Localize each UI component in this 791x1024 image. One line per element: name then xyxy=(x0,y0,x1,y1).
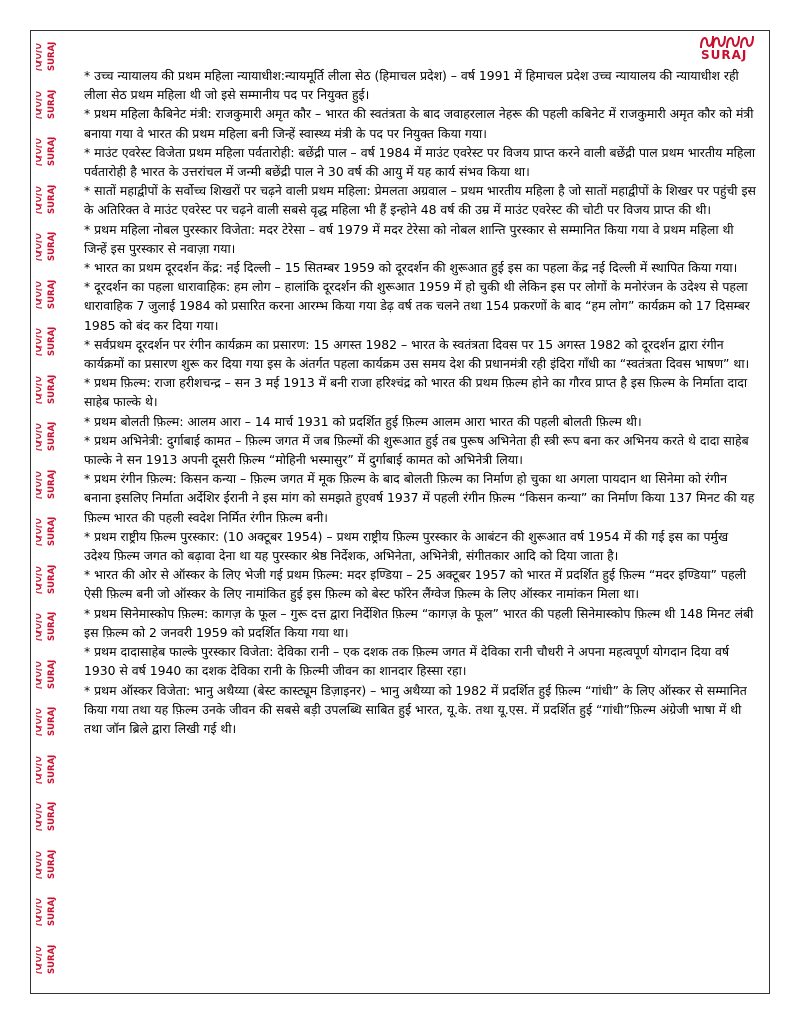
sidebar-suraj-logo xyxy=(36,226,62,264)
sidebar-suraj-logo xyxy=(36,559,62,597)
sidebar-suraj-logo xyxy=(36,654,62,692)
fact-paragraph: * प्रथम सिनेमास्कोप फ़िल्म: कागज़ के फूल – गुरू दत्त द्वारा निर्देशित फ़िल्म “कागज़ के फूल” भारत की पहली सिनेमास्कोप फ़िल्म थी 148 मिनट लंबी इस फ़िल्म को 2 जनवरी 1959 को प्रदर्शित किया गया था। xyxy=(84,605,754,640)
svg-text:SURAJ: SURAJ xyxy=(47,706,57,736)
svg-text:SURAJ: SURAJ xyxy=(47,41,57,71)
svg-text:SURAJ: SURAJ xyxy=(47,801,57,831)
svg-text:SURAJ: SURAJ xyxy=(47,849,57,879)
fact-paragraph: * भारत का प्रथम दूरदर्शन केंद्र: नई दिल्ली – 15 सितम्बर 1959 को दूरदर्शन की शुरूआत हुई इस का पहला केंद्र नई दिल्ली में स्थापित किया गया। xyxy=(84,260,738,276)
fact-paragraph: * प्रथम बोलती फ़िल्म: आलम आरा – 14 मार्च 1931 को प्रदर्शित हुई फ़िल्म आलम आरा भारत की पहली बोलती फ़िल्म थी। xyxy=(84,413,642,429)
fact-paragraph: * दूरदर्शन का पहला धारावाहिक: हम लोग – हालांकि दूरदर्शन की शुरूआत 1959 में हो चुकी थी लेकिन इस पर लोगों के मनोरंजन के उदेश्य से पहला धारावाहिक 7 जुलाई 1984 को प्रसारित करना आरम्भ किया गया डेढ़ वर्ष तक चलने तथा 154 प्रकरणों के बाद “हम लोग” कार्यक्रम को 17 दिसम्बर 1985 को बंद कर दिया गया। xyxy=(84,279,750,333)
article-body xyxy=(84,66,756,738)
sidebar-suraj-logo xyxy=(36,131,62,169)
svg-text:SURAJ: SURAJ xyxy=(47,659,57,689)
svg-text:SURAJ: SURAJ xyxy=(47,421,57,451)
sidebar-suraj-logo xyxy=(36,749,62,787)
fact-paragraph: * प्रथम महिला कैबिनेट मंत्री: राजकुमारी अमृत कौर – भारत की स्वतंत्रता के बाद जवाहरलाल नेहरू की पहली कबिनेट में राजकुमारी अमृत कौर को मंत्री बनाया गया वे भारत की प्रथम महिला बनी जिन्हें स्वास्थ्य मंत्री के पद पर नियुक्त किया गया। xyxy=(84,106,754,141)
svg-text:SURAJ: SURAJ xyxy=(47,564,57,594)
svg-text:SURAJ: SURAJ xyxy=(47,896,57,926)
sidebar-suraj-logo xyxy=(36,511,62,549)
sidebar-suraj-logo xyxy=(36,939,62,977)
svg-text:SURAJ: SURAJ xyxy=(47,231,57,261)
fact-paragraph: * प्रथम महिला नोबल पुरस्कार विजेता: मदर टेरेसा – वर्ष 1979 में मदर टेरेसा को नोबल शान्ति पुरस्कार से सम्मानित किया गया वे प्रथम महिला थी जिन्हें इस पुरस्कार से नवाज़ा गया। xyxy=(84,221,734,256)
svg-text:SURAJ: SURAJ xyxy=(47,89,57,119)
svg-text:SURAJ: SURAJ xyxy=(47,611,57,641)
fact-paragraph: * भारत की ओर से ऑस्कर के लिए भेजी गई प्रथम फ़िल्म: मदर इण्डिया – 25 अक्टूबर 1957 को भारत में प्रदर्शित हुई फ़िल्म “मदर इण्डिया” पहली ऐसी फ़िल्म बनी जो ऑस्कर के लिए नामांकित हुई इस फ़िल्म को बेस्ट फॉरेन लैंग्वेज फ़िल्म के लिए ऑस्कर नामांकन मिला था। xyxy=(84,567,747,602)
sidebar-watermark-strip xyxy=(33,32,65,992)
fact-paragraph: * सातों महाद्वीपों के सर्वोच्च शिखरों पर चढ़ने वाली प्रथम महिला: प्रेमलता अग्रवाल – प्रथम भारतीय महिला है जो सातों महाद्वीपों के शिखर पर पहुंची इस के अतिरिक्त वे माउंट एवरेस्ट पर चढ़ने वाली सबसे वृद्ध महिला भी हैं इन्होने 48 वर्ष की उम्र में माउंट एवरेस्ट की चोटी पर विजय प्राप्त की थी। xyxy=(84,183,756,218)
sidebar-suraj-logo xyxy=(36,36,62,74)
fact-paragraph: * प्रथम अभिनेत्री: दुर्गाबाई कामत – फ़िल्म जगत में जब फ़िल्मों की शुरूआत हुई तब पुरूष अभिनेता ही स्त्री रूप बना कर अभिनय करते थे दादा साहेब फाल्के ने सन 1913 अपनी दूसरी फ़िल्म “मोहिनी भस्मासुर” में दुर्गाबाई कामत को अभिनेत्री लिया। xyxy=(84,432,749,468)
svg-text:SURAJ: SURAJ xyxy=(47,279,57,309)
fact-paragraph: * उच्च न्यायालय की प्रथम महिला न्यायाधीश:न्यायमूर्ति लीला सेठ (हिमाचल प्रदेश) – वर्ष 1991 में हिमाचल प्रदेश उच्च न्यायालय की न्यायाधीश रही लीला सेठ प्रथम महिला थी जो इसे सम्मानीय पद पर नियुक्त हुई। xyxy=(84,68,739,103)
fact-paragraph: * प्रथम फ़िल्म: राजा हरीशचन्द्र – सन 3 मई 1913 में बनी राजा हरिश्चंद्र को भारत की प्रथम फ़िल्म होने का गौरव प्राप्त है इस फ़िल्म के निर्माता दादा साहेब फाल्के थे। xyxy=(84,375,748,410)
sidebar-suraj-logo xyxy=(36,321,62,359)
svg-text:SURAJ: SURAJ xyxy=(47,754,57,784)
sidebar-suraj-logo xyxy=(36,274,62,312)
sidebar-suraj-logo xyxy=(36,84,62,122)
brand-name: SURAJ xyxy=(701,48,748,62)
sidebar-suraj-logo xyxy=(36,416,62,454)
svg-text:SURAJ: SURAJ xyxy=(47,516,57,546)
sidebar-suraj-logo xyxy=(36,606,62,644)
sidebar-suraj-logo xyxy=(36,701,62,739)
sidebar-suraj-logo xyxy=(36,844,62,882)
svg-text:SURAJ: SURAJ xyxy=(47,374,57,404)
svg-text:SURAJ: SURAJ xyxy=(47,184,57,214)
fact-paragraph: * प्रथम दादासाहेब फाल्के पुरस्कार विजेता: देविका रानी – एक दशक तक फ़िल्म जगत में देविका रानी चौधरी ने अपना महत्वपूर्ण योगदान दिया वर्ष 1930 से वर्ष 1940 का दशक देविका रानी के फ़िल्मी जीवन का शानदार हिस्सा रहा। xyxy=(84,644,730,679)
fact-paragraph: * प्रथम राष्ट्रीय फ़िल्म पुरस्कार: (10 अक्टूबर 1954) – प्रथम राष्ट्रीय फ़िल्म पुरस्कार के आबंटन की शुरूआत वर्ष 1954 में की गई इस का पर्मुख उदेश्य फ़िल्म जगत को बढ़ावा देना था यह पुरस्कार श्रेष्ठ निर्देशक, अभिनेता, अभिनेत्री, संगीतकार आदि को दिया जाता है। xyxy=(84,528,729,564)
svg-text:SURAJ: SURAJ xyxy=(47,469,57,499)
fact-paragraph: * प्रथम रंगीन फ़िल्म: किसन कन्या – फ़िल्म जगत में मूक फ़िल्म के बाद बोलती फ़िल्म का निर्माण हो चुका था अगला पायदान था सिनेमा को रंगीन बनाना इसलिए निर्माता अर्देशिर ईरानी ने इस मांग को समझते हुएवर्ष 1937 में पहली रंगीन फ़िल्म “किसन कन्या” का निर्माण किया 137 मिनट की यह फ़िल्म भारत की पहली स्वदेश निर्मित रंगीन फ़िल्म बनी। xyxy=(84,471,755,525)
svg-text:SURAJ: SURAJ xyxy=(47,944,57,974)
fact-paragraph: * प्रथम ऑस्कर विजेता: भानु अथैय्या (बेस्ट कास्ट्यूम डिज़ाइनर) – भानु अथैय्या को 1982 में प्रदर्शित हुई फ़िल्म “गांधी” के लिए ऑस्कर से सम्मानित किया गया तथा यह फ़िल्म उनके जीवन की सबसे बड़ी उपलब्धि साबित हुई भारत, यू.के. तथा यू.एस. में प्रदर्शित हुई “गांधी”फ़िल्म अंग्रेजी भाषा में थी तथा जॉन ब्रिले द्वारा लिखी गई थी। xyxy=(84,682,747,736)
fact-paragraph: * सर्वप्रथम दूरदर्शन पर रंगीन कार्यक्रम का प्रसारण: 15 अगस्त 1982 – भारत के स्वतंत्रता दिवस पर 15 अगस्त 1982 को दूरदर्शन द्वारा रंगीन कार्यक्रमों का प्रसारण शुरू कर दिया गया इस के अंतर्गत पहला कार्यक्रम उस समय देश की प्रधानमंत्री रही इंदिरा गाँधी का “स्वतंत्रता दिवस भाषण” था। xyxy=(84,336,750,372)
sidebar-suraj-logo xyxy=(36,464,62,502)
sidebar-suraj-logo xyxy=(36,891,62,929)
fact-paragraph: * माउंट एवरेस्ट विजेता प्रथम महिला पर्वतारोही: बछेंद्री पाल – वर्ष 1984 में माउंट एवरेस्ट पर विजय प्राप्त करने वाली बछेंद्री पाल प्रथम भारतीय महिला पर्वतारोही है भारत के उत्तरांचल में जन्मी बछेंद्री पाल ने 30 वर्ष की आयु में यह कार्य संभव किया था। xyxy=(84,144,756,180)
svg-text:SURAJ: SURAJ xyxy=(47,326,57,356)
sidebar-suraj-logo xyxy=(36,369,62,407)
sidebar-suraj-logo xyxy=(36,179,62,217)
svg-text:SURAJ: SURAJ xyxy=(47,136,57,166)
sidebar-suraj-logo xyxy=(36,796,62,834)
brand-logo xyxy=(697,32,767,62)
